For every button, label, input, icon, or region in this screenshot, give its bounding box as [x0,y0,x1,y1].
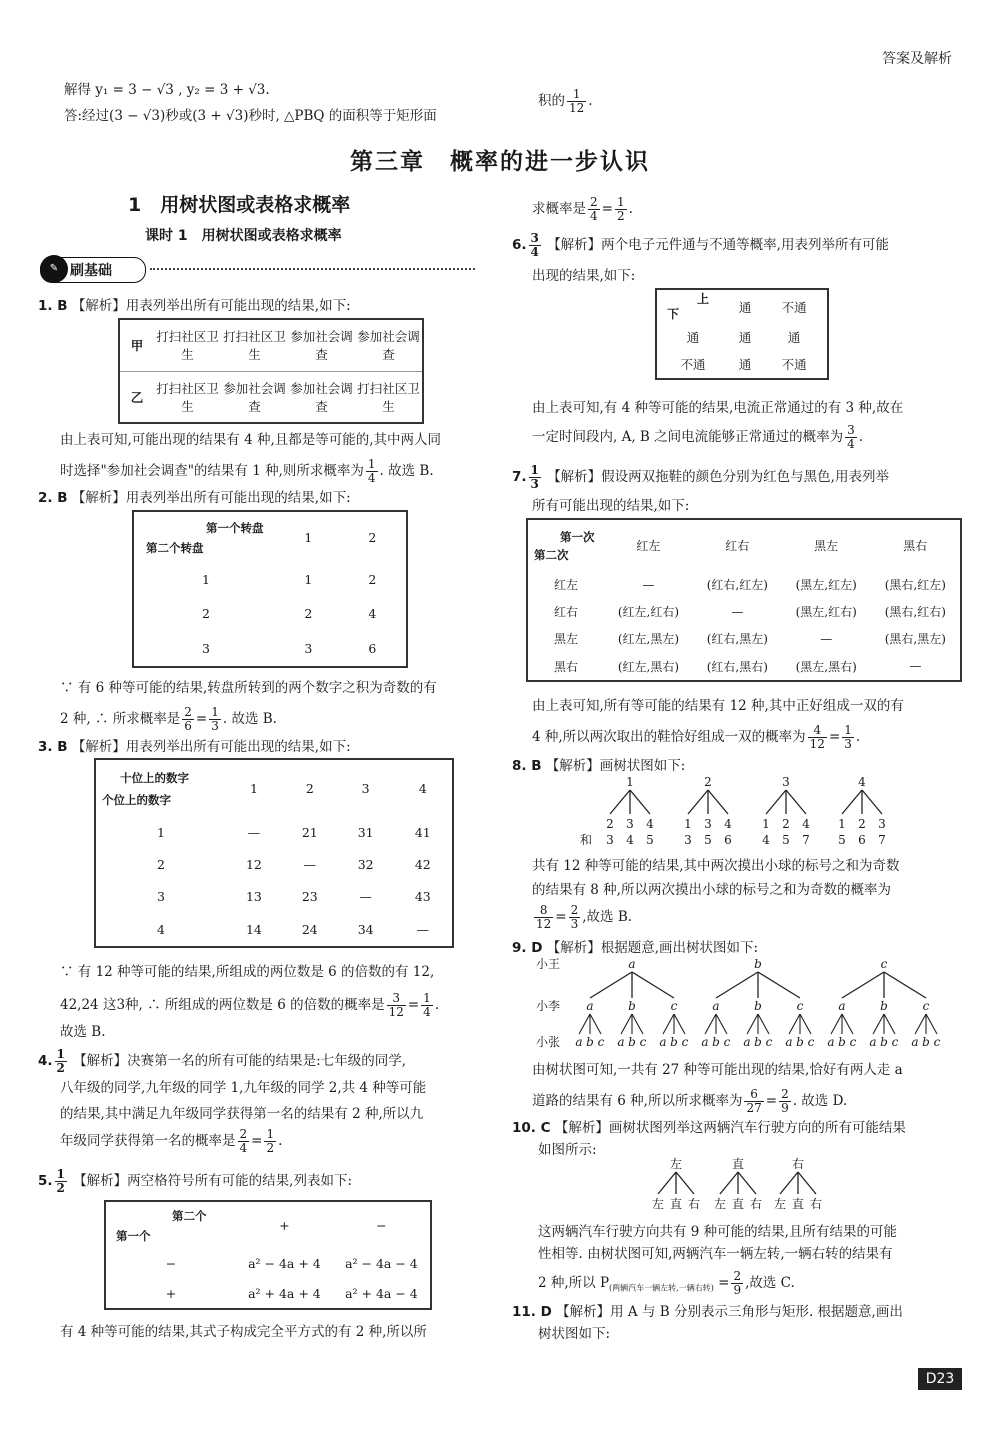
q2-after-2: 2 种, ∴ 所求概率是 $\frac{2}{6}$ = $\frac{1}{3}$ . 故选 B. [60,705,277,733]
q9-mid-node: a [712,999,720,1013]
top-line-2: 答:经过(3 − √3)秒或(3 + √3)秒时, △PBQ 的面积等于矩形面 [64,108,437,124]
q4-line-3: 的结果,其中满足九年级同学获得第一名的结果有 2 种,所以九 [60,1106,424,1122]
q10-after-3: 2 种,所以 $P_{(两辆汽车一辆左转,一辆右转)}$ = $\frac{2}{9}$ ,故选 C. [538,1269,795,1297]
q9-leaf-node: a [575,1035,583,1049]
q10-line-1: 10. C 【解析】画树状图列举这两辆汽车行驶方向的所有可能结果 [512,1120,906,1136]
q10-leaf-node: 直 [669,1197,683,1211]
running-header: 答案及解析 [882,51,952,67]
q9-branch [663,1014,674,1034]
q9-leaf-node: c [681,1035,689,1049]
q2-after-1: ∵ 有 6 种等可能的结果,转盘所转到的两个数字之积为奇数的有 [60,680,437,696]
chapter-title: 第三章 概率的进一步认识 [350,149,650,175]
q9-label-zhang: 小张 [536,1035,561,1049]
q9-branch [926,1014,937,1034]
q8-branch [786,790,806,814]
q8-root: 1 [626,775,634,789]
top-line-1: 解得 y₁ = 3 − √3 , y₂ = 3 + √3. [64,82,270,98]
q8-leaf: 1 [684,817,692,831]
q9-after-2: 道路的结果有 6 种,所以所求概率为 $\frac{6}{27}$ = $\frac{2}{9}$ . 故选 D. [532,1087,848,1115]
q9-leaf-node: a [743,1035,751,1049]
q10-branch [658,1172,676,1194]
q10-tree-diagram [640,1156,840,1212]
q8-sum: 5 [782,833,790,847]
q4-line-2: 八年级的同学,九年级的同学 1,九年级的同学 2,共 4 种等可能 [60,1080,427,1096]
q8-sum: 5 [838,833,846,847]
q9-branch [632,1014,643,1034]
q8-sum: 4 [626,833,634,847]
q10-branch [780,1172,798,1194]
q9-mid-node: a [838,999,846,1013]
q8-root: 4 [858,775,866,789]
q9-branch [915,1014,926,1034]
q9-leaf-node: a [869,1035,877,1049]
q10-after-2: 性相等. 由树状图可知,两辆汽车一辆左转,一辆右转的结果有 [538,1246,893,1262]
q8-branch [708,790,728,814]
q5-table: 第二个 第一个 + − − a² − 4a + 4 a² − 4a − 4 + a² + 4a + 4 a² + 4a − 4 [104,1200,432,1310]
q9-leaf-node: a [659,1035,667,1049]
q9-branch [716,972,758,998]
q9-leaf-node: c [849,1035,857,1049]
q8-sum: 7 [802,833,810,847]
q9-branch [705,1014,716,1034]
q8-sum-label: 和 [580,833,593,847]
q10-leaf-node: 左 [651,1197,665,1211]
q9-leaf-node: b [712,1035,720,1049]
q6-after-2: 一定时间段内, A, B 之间电流能够正常通过的概率为 $\frac{3}{4}$ . [532,423,864,451]
q2-table: 第一个转盘 第二个转盘 1 2 1 1 2 2 2 4 3 3 6 [132,510,408,668]
q8-sum: 3 [606,833,614,847]
q1-after-1: 由上表可知,可能出现的结果有 4 种,且都是等可能的,其中两人同 [60,432,442,448]
q8-branch [688,790,708,814]
q9-top-node: c [880,957,888,971]
q9-label-li: 小李 [536,999,561,1013]
q9-tree-diagram [534,956,974,1052]
q9-top-node: a [628,957,636,971]
q6-line-1: 6. $\frac{3}{4}$ 【解析】两个电子元件通与不通等概率,用表列举所有可能 [512,231,889,259]
q8-after-3: $\frac{8}{12}$ = $\frac{2}{3}$ ,故选 B. [536,903,633,931]
q9-branch [800,1014,811,1034]
q9-leaf-node: b [670,1035,678,1049]
q9-branch [884,972,926,998]
q9-branch [758,1014,769,1034]
q9-leaf-node: b [922,1035,930,1049]
top-right-line: 积的 $\frac{1}{12}$ . [538,87,593,115]
q3-after-2: 42,24 这3种, ∴ 所组成的两位数是 6 的倍数的概率是 $\frac{3}{12}$ = $\frac{1}{4}$ . [60,991,440,1019]
q8-tree-diagram [578,774,898,850]
q9-leaf-node: c [723,1035,731,1049]
q8-head: 8. B 【解析】画树状图如下: [512,758,686,774]
q10-after-1: 这两辆汽车行驶方向共有 9 种可能的结果,且所有结果的可能 [538,1224,897,1240]
q6-table: 上 下 通 不通 通 通 通 不通 通 不通 [655,288,829,380]
q8-branch [766,790,786,814]
q9-mid-node: c [796,999,804,1013]
q10-top-node: 右 [791,1157,805,1171]
q8-sum: 4 [762,833,770,847]
q9-leaf-node: c [639,1035,647,1049]
q9-mid-node: a [586,999,594,1013]
q9-branch [621,1014,632,1034]
q9-leaf-node: a [785,1035,793,1049]
q10-leaf-node: 左 [713,1197,727,1211]
q9-branch [842,1014,853,1034]
q9-leaf-node: c [597,1035,605,1049]
q9-mid-node: c [922,999,930,1013]
q7-table: 第一次 第二次 红左 红右 黑左 黑右 红左 — (红右,红左) (黑左,红左) (黑右,红左) 红右 (红左,红右) — (黑左,红右) (黑右,红右) 黑左 (红左,黑左) (红右,黑左) — (黑右,黑左) 黑右 (红左,黑右) (红右,黑右) (黑左,黑右) — [526,518,962,682]
q9-leaf-node: a [827,1035,835,1049]
q1-head: 1. B 【解析】用表列举出所有可能出现的结果,如下: [38,298,351,314]
q10-top-node: 左 [669,1157,683,1171]
q8-leaf: 3 [704,817,712,831]
q3-head: 3. B 【解析】用表列举出所有可能出现的结果,如下: [38,739,351,755]
q9-branch [884,1014,895,1034]
q8-branch [630,790,650,814]
q8-branch [610,790,630,814]
q10-branch [738,1172,756,1194]
q10-branch [720,1172,738,1194]
q9-mid-node: b [880,999,888,1013]
q8-leaf: 3 [878,817,886,831]
q9-leaf-node: a [911,1035,919,1049]
q8-leaf: 2 [858,817,866,831]
q8-leaf: 4 [646,817,654,831]
q8-sum: 6 [724,833,732,847]
q8-after-2: 的结果有 8 种,所以两次摸出小球的标号之和为奇数的概率为 [532,882,891,898]
q9-leaf-node: b [838,1035,846,1049]
lesson-title: 课时 1 用树状图或表格求概率 [145,228,342,244]
q5-after: 有 4 种等可能的结果,其式子构成完全平方式的有 2 种,所以所 [60,1324,427,1340]
q9-branch [632,972,674,998]
q8-root: 2 [704,775,712,789]
q8-leaf: 1 [838,817,846,831]
q10-branch [676,1172,694,1194]
q9-leaf-node: a [701,1035,709,1049]
q9-leaf-node: b [754,1035,762,1049]
dotted-divider [150,268,475,270]
q8-sum: 5 [704,833,712,847]
q10-top-node: 直 [731,1157,745,1171]
q9-branch [789,1014,800,1034]
q10-leaf-node: 右 [749,1197,763,1211]
q11-line-2: 树状图如下: [538,1326,611,1342]
q9-label-wang: 小王 [536,957,561,971]
q7-after-2: 4 种,所以两次取出的鞋恰好组成一双的概率为 $\frac{4}{12}$ = $\frac{1}{3}$ . [532,723,861,751]
q4-line-1: 4. $\frac{1}{2}$ 【解析】决赛第一名的所有可能的结果是:七年级的同学, [38,1047,407,1075]
q9-leaf-node: c [765,1035,773,1049]
q11-line-1: 11. D 【解析】用 A 与 B 分别表示三角形与矩形. 根据题意,画出 [512,1304,903,1320]
practice-badge: ✎ 刷基础 [40,257,146,283]
q7-line-2: 所有可能出现的结果,如下: [532,498,690,514]
page-number: D23 [918,1368,962,1390]
q3-after-3: 故选 B. [60,1024,106,1040]
q5-head: 5. $\frac{1}{2}$ 【解析】两空格符号所有可能的结果,列表如下: [38,1167,353,1195]
q9-leaf-node: b [628,1035,636,1049]
q9-branch [873,1014,884,1034]
q9-leaf-node: c [933,1035,941,1049]
q9-after-1: 由树状图可知,一共有 27 种等可能出现的结果,恰好有两人走 a [532,1062,903,1078]
q8-leaf: 3 [626,817,634,831]
q8-leaf: 2 [782,817,790,831]
q8-sum: 6 [858,833,866,847]
q10-line-2: 如图所示: [538,1142,597,1158]
q10-leaf-node: 左 [773,1197,787,1211]
q3-table: 十位上的数字 个位上的数字 1 2 3 4 1 — 21 31 41 2 12 — 32 42 3 13 23 — 43 4 14 24 34 — [94,758,454,948]
q9-leaf-node: b [586,1035,594,1049]
q7-line-1: 7. $\frac{1}{3}$ 【解析】假设两双拖鞋的颜色分别为红色与黑色,用表列举 [512,463,889,491]
q8-leaf: 4 [802,817,810,831]
q9-leaf-node: a [617,1035,625,1049]
q9-branch [747,1014,758,1034]
q2-head: 2. B 【解析】用表列举出所有可能出现的结果,如下: [38,490,351,506]
q8-root: 3 [782,775,790,789]
q9-leaf-node: c [807,1035,815,1049]
q8-sum: 5 [646,833,654,847]
q9-mid-node: b [628,999,636,1013]
q10-branch [798,1172,816,1194]
q10-leaf-node: 直 [731,1197,745,1211]
q9-mid-node: b [754,999,762,1013]
q4-line-4: 年级同学获得第一名的概率是 $\frac{2}{4}$ = $\frac{1}{2}$ . [60,1127,283,1155]
q10-leaf-node: 右 [687,1197,701,1211]
q9-leaf-node: c [891,1035,899,1049]
badge-icon: ✎ [40,255,68,283]
q9-leaf-node: b [796,1035,804,1049]
section-title: 1 用树状图或表格求概率 [128,194,351,216]
q9-top-node: b [754,957,762,971]
q9-branch [716,1014,727,1034]
right-top-line: 求概率是 $\frac{2}{4}$ = $\frac{1}{2}$ . [532,195,633,223]
q9-branch [579,1014,590,1034]
q9-branch [674,1014,685,1034]
q6-line-2: 出现的结果,如下: [532,268,636,284]
q9-branch [590,1014,601,1034]
q3-after-1: ∵ 有 12 种等可能的结果,所组成的两位数是 6 的倍数的有 12, [60,964,435,980]
q8-sum: 3 [684,833,692,847]
q8-leaf: 2 [606,817,614,831]
q10-leaf-node: 直 [791,1197,805,1211]
q9-branch [590,972,632,998]
q8-leaf: 1 [762,817,770,831]
q9-leaf-node: b [880,1035,888,1049]
q1-after-2: 时选择"参加社会调查"的结果有 1 种,则所求概率为 $\frac{1}{4}$ . 故选 B. [60,457,434,485]
q8-sum: 7 [878,833,886,847]
q8-branch [862,790,882,814]
q10-leaf-node: 右 [809,1197,823,1211]
q9-branch [831,1014,842,1034]
q8-after-1: 共有 12 种等可能的结果,其中两次摸出小球的标号之和为奇数 [532,858,900,874]
q1-table: 甲 打扫社区卫生 打扫社区卫生 参加社会调查 参加社会调查 乙 打扫社区卫生 参加社会调查 参加社会调查 打扫社区卫生 [118,318,424,424]
q8-leaf: 4 [724,817,732,831]
q7-after-1: 由上表可知,所有等可能的结果有 12 种,其中正好组成一双的有 [532,698,904,714]
q6-after-1: 由上表可知,有 4 种等可能的结果,电流正常通过的有 3 种,故在 [532,400,904,416]
q8-branch [842,790,862,814]
q9-branch [758,972,800,998]
q9-branch [842,972,884,998]
q9-head: 9. D 【解析】根据题意,画出树状图如下: [512,940,759,956]
q9-mid-node: c [670,999,678,1013]
